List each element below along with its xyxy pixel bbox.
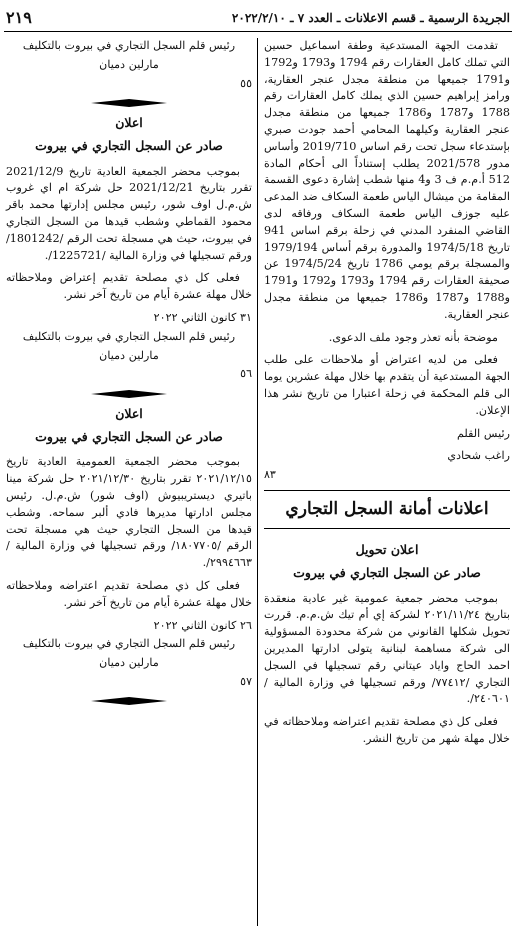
announcement-2-signature-title: رئيس قلم السجل التجاري في بيروت بالتكليف xyxy=(22,637,236,651)
announcement-1-signature-title: رئيس قلم السجل التجاري في بيروت بالتكليف xyxy=(22,329,236,343)
top-notice-number: ٥٥ xyxy=(240,76,252,90)
announcement-1-paragraph-2: فعلى كل ذي مصلحة تقديم إعتراض وملاحظاته خلال مهلة عشرة أيام من تاريخ آخر نشر. xyxy=(6,271,252,302)
right-column xyxy=(264,38,510,930)
announcement-2-issuer: صادر عن السجل التجاري في بيروت xyxy=(35,428,223,444)
announcement-1-number: ٥٦ xyxy=(240,367,252,381)
intro-paragraph-1: تقدمت الجهة المستدعية وطفة اسماعيل حسين التي تملك كامل العقارات رقم 1794 و1793 و1792 و1791 جميعها من منطقة مجدل عنجر العقارية، ورامز إبراهيم حسين الذي يملك كامل العقارات رقم 1788 و1787 و1786 جميعها من منطقة مجدل عنجر العقارية وكيلهما المحامي أحمد جودت صبري بإستدعاء سجل تحت رقم اساس 2019/710 وأساس مدور 2021/578 يطلب إستناداً الى أحكام المادة 512 أ.م.م ف 3 و4 منها شطب إشارة دعوى القسمة المقامة من ميشال الياس طعمة السكاف ضد المدعى عليه جوزف الياس طعمة السكاف ورفاقه لدى القاضي المنفرد المدني في زحلة برقم اساس 941 تاريخ 1974/5/18 والمدورة برقم أساس 1979/194 والمسجلة برقم يومي 1786 تاريخ 1974/5/24 عن صحيفة العقارات رقم 1794 و1793 و1792 و1791 و1788 و1787 و1786 جميعها من منطقة مجدل عنجر العقارية. xyxy=(264,39,511,321)
announcement-1-paragraph-1: بموجب محضر الجمعية العادية تاريخ 2021/12/9 تقرر بتاريخ 2021/12/21 حل شركة ام اي غروب ش.م.ل اوف شور، رئيس مجلس إدارتها محمد باقر محمود القماطي وشطب قيدها من السجل التجاري في بيروت، حيث هي مسجلة تحت الرقم /1801242/ ورقم تسجيلها في وزارة المالية /1225721/. xyxy=(6,164,252,262)
intro-paragraph-2: موضحة بأنه تعذر وجود ملف الدعوى. xyxy=(328,330,498,344)
announcement-2-title: اعلان xyxy=(115,405,143,421)
announcement-2-number: ٥٧ xyxy=(240,674,252,688)
announcement-1-issuer: صادر عن السجل التجاري في بيروت xyxy=(35,137,223,153)
ornament-divider xyxy=(6,696,252,706)
signature-name: راغب شحادي xyxy=(447,449,510,463)
announcement-2-paragraph-1: بموجب محضر الجمعية العمومية العادية تاريخ ٢٠٢١/١٢/١٥ تقرر بتاريخ ٢٠٢١/١٢/٣٠ حل شركة مينا باتيري ديستريبيوش (اوف شور) ش.م.ل. رئيس مجلس ادارتها مديرها فادي ألبر سماحه. وشطب قيدها من السجل التجاري حيث هي مسجلة تحت الرقم /١٨٠٧٧٠٥/ ورقم تسجيلها في وزارة المالية /٢٩٩٤٦٦٣/. xyxy=(6,455,252,570)
notice-number: ٨٣ xyxy=(264,468,276,482)
ornament-divider xyxy=(6,98,252,108)
ornament-divider xyxy=(6,389,252,399)
announcement-1-date: ٣١ كانون الثاني ٢٠٢٢ xyxy=(153,310,252,324)
page-number: ٢١٩ xyxy=(6,7,32,27)
announcement-2-date: ٢٦ كانون الثاني ٢٠٢٢ xyxy=(153,618,252,632)
top-signature-title: رئيس قلم السجل التجاري في بيروت بالتكليف xyxy=(22,39,236,52)
column-divider xyxy=(257,38,258,926)
signature-title: رئيس القلم xyxy=(456,426,510,440)
announcement-2-paragraph-2: فعلى كل ذي مصلحة تقديم اعتراضه وملاحظاته خلال مهلة عشرة أيام من تاريخ آخر نشر. xyxy=(6,578,252,609)
left-column xyxy=(6,38,252,930)
header-title: الجريدة الرسمية ـ قسم الاعلانات ـ العدد ٧ ـ ٢٠٢٢/٢/١٠ xyxy=(231,10,510,25)
announcement-issuer: صادر عن السجل التجاري في بيروت xyxy=(293,564,481,580)
announcement-paragraph-2: فعلى كل ذي مصلحة تقديم اعتراضه وملاحظاته في خلال مهلة شهر من تاريخ النشر. xyxy=(264,715,510,745)
announcement-paragraph-1: بموجب محضر جمعية عمومية غير عادية منعقدة بتاريخ ٢٠٢١/١١/٢٤ لشركة إي أم تيك ش.م.م. قررت تحويل شكلها القانوني من شركة محدودة المسؤولية الى شركة مساهمة لبنانية يتولى ادارتها المديرين احمد الحاج واياد عيتاني رقم تسجيلها في السجل التجاري /٧٧٤١٢/ ورقم تسجيلها في وزارة المالية /٢٤٠٦٠١/. xyxy=(264,591,510,706)
announcement-title: اعلان تحويل xyxy=(355,542,419,558)
announcement-1-signature-name: مارلين دميان xyxy=(99,348,159,362)
announcement-2-signature-name: مارلين دميان xyxy=(99,656,159,670)
top-signature-name: مارلين دميان xyxy=(99,57,159,71)
intro-paragraph-3: فعلى من لديه اعتراض أو ملاحظات على طلب الجهة المستدعية أن يتقدم بها خلال مهلة عشرين يوما الى قلم المحكمة في زحلة اعتبارا من تاريخ نشر هذا الإعلان. xyxy=(264,353,510,417)
page-header xyxy=(4,4,512,32)
section-title: اعلانات أمانة السجل التجاري xyxy=(264,490,510,530)
announcement-1-title: اعلان xyxy=(115,115,143,131)
